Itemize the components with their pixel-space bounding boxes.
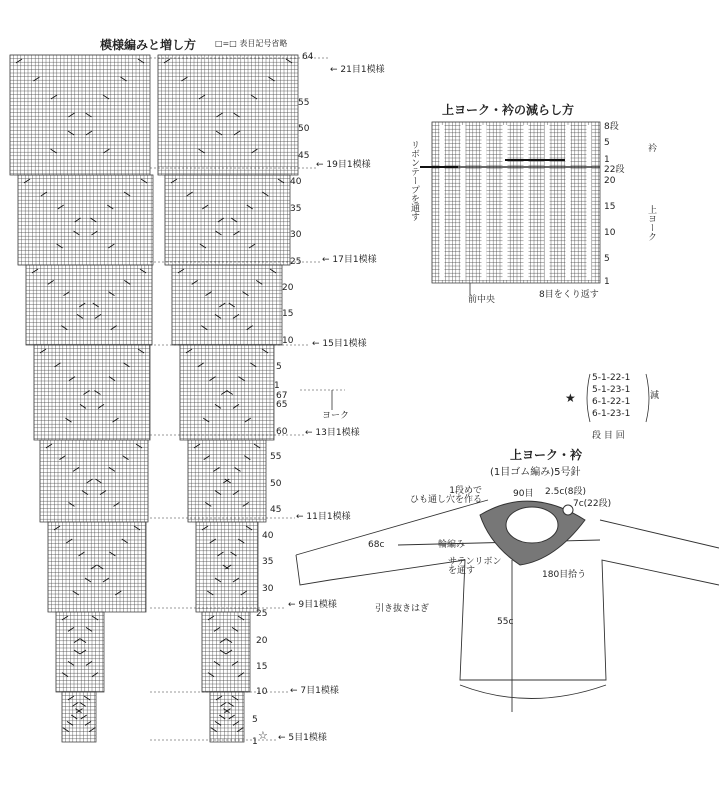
row-number: 40 xyxy=(262,531,274,541)
row-number: 40 xyxy=(290,177,302,187)
chart-title: 模様編みと増し方 xyxy=(100,38,197,52)
collar-label: 衿 xyxy=(648,144,658,154)
pattern-repeat-label: ← 11目1模様 xyxy=(296,512,351,522)
pattern-repeat-label: ← 19目1模様 xyxy=(316,160,371,170)
row-number: 10 xyxy=(282,336,294,346)
repeat-label: 8目をくり返す xyxy=(539,290,599,300)
row-number: 10 xyxy=(256,687,268,697)
yoke-row-number: 8段 xyxy=(604,122,619,132)
yoke-row-number: 5 xyxy=(604,138,610,148)
stitch-90-label: 90目 xyxy=(513,489,534,499)
yoke-row-number: 20 xyxy=(604,176,616,186)
decrease-row: 5-1-23-1 xyxy=(592,385,631,395)
decrease-headers: 段 目 回 xyxy=(592,431,625,441)
eyelet-label: 1段めで ひも通し穴を作る xyxy=(410,486,483,505)
yoke-label: ヨーク xyxy=(322,411,350,421)
yoke-row-number: 15 xyxy=(604,202,616,212)
decrease-star: ★ xyxy=(565,391,576,405)
yoke-chart-title: 上ヨーク・衿の減らし方 xyxy=(442,103,575,117)
row-number: 20 xyxy=(256,636,268,646)
row-number: 45 xyxy=(298,151,310,161)
pattern-repeat-label: ← 7目1模様 xyxy=(290,686,339,696)
row-number: 1 xyxy=(252,737,258,747)
sleeve-length-label: 68c xyxy=(368,540,385,550)
ribbon-thread-label: サテンリボン を通す xyxy=(448,557,502,576)
row-number: 15 xyxy=(256,662,268,672)
ribbon-label: リボンテープを通す xyxy=(409,140,419,221)
pattern-repeat-label: ← 17目1模様 xyxy=(322,255,377,265)
collar-height-label: 2.5c(8段) xyxy=(545,487,587,497)
pattern-repeat-label: ← 5目1模様 xyxy=(278,733,327,743)
sweater-title: 上ヨーク・衿 xyxy=(510,448,583,462)
row-number: 60 xyxy=(276,427,288,437)
decrease-row: 5-1-22-1 xyxy=(592,373,631,383)
row-number: 55 xyxy=(298,98,310,108)
row-number: 45 xyxy=(270,505,282,515)
upper-yoke-label: 上ヨーク xyxy=(646,205,656,241)
pattern-repeat-label: ← 21目1模様 xyxy=(330,65,385,75)
yoke-row-number: 10 xyxy=(604,228,616,238)
row-number: 5 xyxy=(252,715,258,725)
decrease-row: 6-1-22-1 xyxy=(592,397,631,407)
body-length-label: 55c xyxy=(497,617,514,627)
row-number: 5 xyxy=(276,362,282,372)
row-number: 65 xyxy=(276,400,288,410)
row-number: 30 xyxy=(262,584,274,594)
star-mark: ☆ xyxy=(258,729,268,742)
row-number: 50 xyxy=(298,124,310,134)
row-number: 55 xyxy=(270,452,282,462)
row-number: 30 xyxy=(290,230,302,240)
pickup-180-label: 180目拾う xyxy=(542,570,587,580)
yoke-row-number: 22段 xyxy=(604,165,625,175)
row-number: 20 xyxy=(282,283,294,293)
pattern-repeat-label: ← 13目1模様 xyxy=(305,428,360,438)
legend: □=□ 表目記号省略 xyxy=(215,39,288,48)
row-number: 50 xyxy=(270,479,282,489)
pattern-repeat-label: ← 9目1模様 xyxy=(288,600,337,610)
row-number: 35 xyxy=(290,204,302,214)
row-number: 25 xyxy=(290,257,302,267)
row-number: 1 xyxy=(274,381,280,391)
in-the-round-label: 輪編み xyxy=(438,540,466,550)
pattern-repeat-label: ← 15目1模様 xyxy=(312,339,367,349)
row-number: 25 xyxy=(256,609,268,619)
row-number: 64 xyxy=(302,52,314,62)
row-number: 15 xyxy=(282,309,294,319)
bind-off-seam-label: 引き抜きはぎ xyxy=(375,604,430,614)
front-center-label: 前中央 xyxy=(468,295,496,305)
yoke-row-number: 1 xyxy=(604,155,610,165)
yoke-row-number: 5 xyxy=(604,254,610,264)
row-number: 35 xyxy=(262,557,274,567)
decrease-row: 6-1-23-1 xyxy=(592,409,631,419)
sweater-subtitle: (1目ゴム編み)5号針 xyxy=(490,467,581,478)
yoke-row-number: 1 xyxy=(604,277,610,287)
yoke-height-label: 7c(22段) xyxy=(573,499,612,509)
row-number: 67 xyxy=(276,391,288,401)
decrease-suffix: 減 xyxy=(650,391,660,401)
